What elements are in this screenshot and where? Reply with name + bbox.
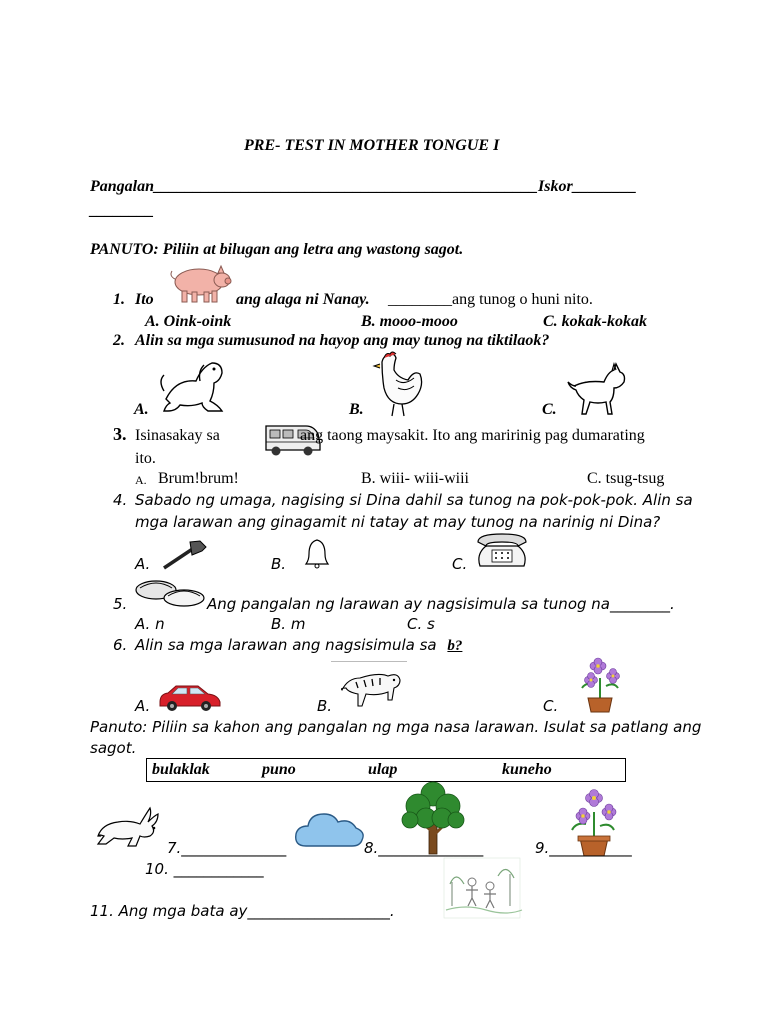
word-bank-item: bulaklak xyxy=(152,761,210,778)
q1-choice-a[interactable]: A. Oink-oink xyxy=(145,313,232,330)
word-bank-item: kuneho xyxy=(502,761,552,778)
q6-emphasis: b? xyxy=(447,638,463,654)
q4-choice-c[interactable]: C. xyxy=(452,555,468,573)
q2-choice-b[interactable]: B. xyxy=(349,401,364,418)
q5-choice-b[interactable]: B. m xyxy=(271,615,306,633)
score-blank[interactable]: ________ xyxy=(572,178,637,195)
q11-sentence[interactable]: 11. Ang mga bata ay___________________. xyxy=(90,902,395,920)
q6-number: 6. xyxy=(113,636,128,654)
q4-choice-a[interactable]: A. xyxy=(135,555,151,573)
q1-number: 1. xyxy=(113,291,125,308)
q6-choice-c[interactable]: C. xyxy=(543,697,559,715)
dog-icon xyxy=(158,355,224,413)
tiger-icon xyxy=(336,666,402,710)
name-label: Pangalan xyxy=(90,178,155,195)
rabbit-icon xyxy=(92,806,164,852)
q3-choice-a[interactable]: Brum!brum! xyxy=(158,470,239,487)
q5-number: 5. xyxy=(113,595,128,613)
q3-post: ang taong maysakit. Ito ang maririnig pag dumarating xyxy=(300,427,645,444)
q6-text: Alin sa mga larawan ang nagsisimula sa xyxy=(135,636,437,654)
cloud-icon xyxy=(294,810,364,852)
word-bank-item: puno xyxy=(262,761,296,778)
cat-icon xyxy=(566,362,626,416)
q2-text: Alin sa mga sumusunod na hayop ang may tunog na tiktilaok? xyxy=(135,332,550,349)
score-blank-continued[interactable]: ________ xyxy=(90,202,154,219)
slippers-icon xyxy=(134,576,206,608)
hammer-icon xyxy=(160,540,208,570)
q7-blank[interactable]: 7.______________ xyxy=(167,839,287,857)
instruction-2-line2: sagot. xyxy=(90,739,137,757)
q5-text: Ang pangalan ng larawan ay nagsisimula sa tunog na________. xyxy=(207,595,675,613)
q3-pre: Isinasakay sa xyxy=(135,427,220,444)
children-playing-icon xyxy=(442,856,522,920)
q2-choice-c[interactable]: C. xyxy=(542,401,557,418)
q2-choice-a[interactable]: A. xyxy=(134,401,149,418)
q4-line1: Sabado ng umaga, nagising si Dina dahil sa tunog na pok-pok-pok. Alin sa xyxy=(135,491,693,509)
q2-number: 2. xyxy=(113,332,125,349)
car-icon xyxy=(158,682,222,712)
divider xyxy=(331,661,407,662)
q5-choice-c[interactable]: C. s xyxy=(407,615,435,633)
q1-post: ang alaga ni Nanay. xyxy=(236,291,370,308)
name-row xyxy=(90,178,637,196)
q4-number: 4. xyxy=(113,491,128,509)
q4-choice-b[interactable]: B. xyxy=(271,555,287,573)
q10-blank[interactable]: 10. ____________ xyxy=(145,860,264,878)
q9-blank[interactable]: 9.___________ xyxy=(535,839,632,857)
q6-choice-a[interactable]: A. xyxy=(135,697,151,715)
score-label: Iskor xyxy=(538,178,573,195)
q1-tail: ________ang tunog o huni nito. xyxy=(388,291,593,308)
q3-line2: ito. xyxy=(135,450,156,467)
bell-icon xyxy=(304,538,330,568)
q4-line2: mga larawan ang ginagamit ni tatay at may tunog na narinig ni Dina? xyxy=(135,513,661,531)
q1-pre: Ito xyxy=(135,291,154,308)
q3-choice-c[interactable]: C. tsug-tsug xyxy=(587,470,665,487)
q6-row xyxy=(135,636,462,655)
q1-choice-b[interactable]: B. mooo-mooo xyxy=(361,313,458,330)
name-blank[interactable]: ________________________________________________ xyxy=(154,178,539,195)
q3-number: 3. xyxy=(113,424,127,444)
q5-choice-a[interactable]: A. n xyxy=(135,615,165,633)
pig-icon xyxy=(166,262,232,304)
q8-blank[interactable]: 8.______________ xyxy=(364,839,484,857)
page-title: PRE- TEST IN MOTHER TONGUE I xyxy=(244,137,500,154)
q3-choice-a-letter: A. xyxy=(135,473,147,487)
rooster-icon xyxy=(372,352,424,418)
word-bank-item: ulap xyxy=(368,761,398,778)
instruction-2-line1: Panuto: Piliin sa kahon ang pangalan ng mga nasa larawan. Isulat sa patlang ang xyxy=(90,718,702,736)
q3-choice-b[interactable]: B. wiii- wiii-wiii xyxy=(361,470,469,487)
instruction-1: PANUTO: Piliin at bilugan ang letra ang wastong sagot. xyxy=(90,241,464,258)
q6-choice-b[interactable]: B. xyxy=(317,697,333,715)
q1-choice-c[interactable]: C. kokak-kokak xyxy=(543,313,647,330)
telephone-icon xyxy=(474,530,530,570)
flower-pot-icon xyxy=(574,658,626,714)
